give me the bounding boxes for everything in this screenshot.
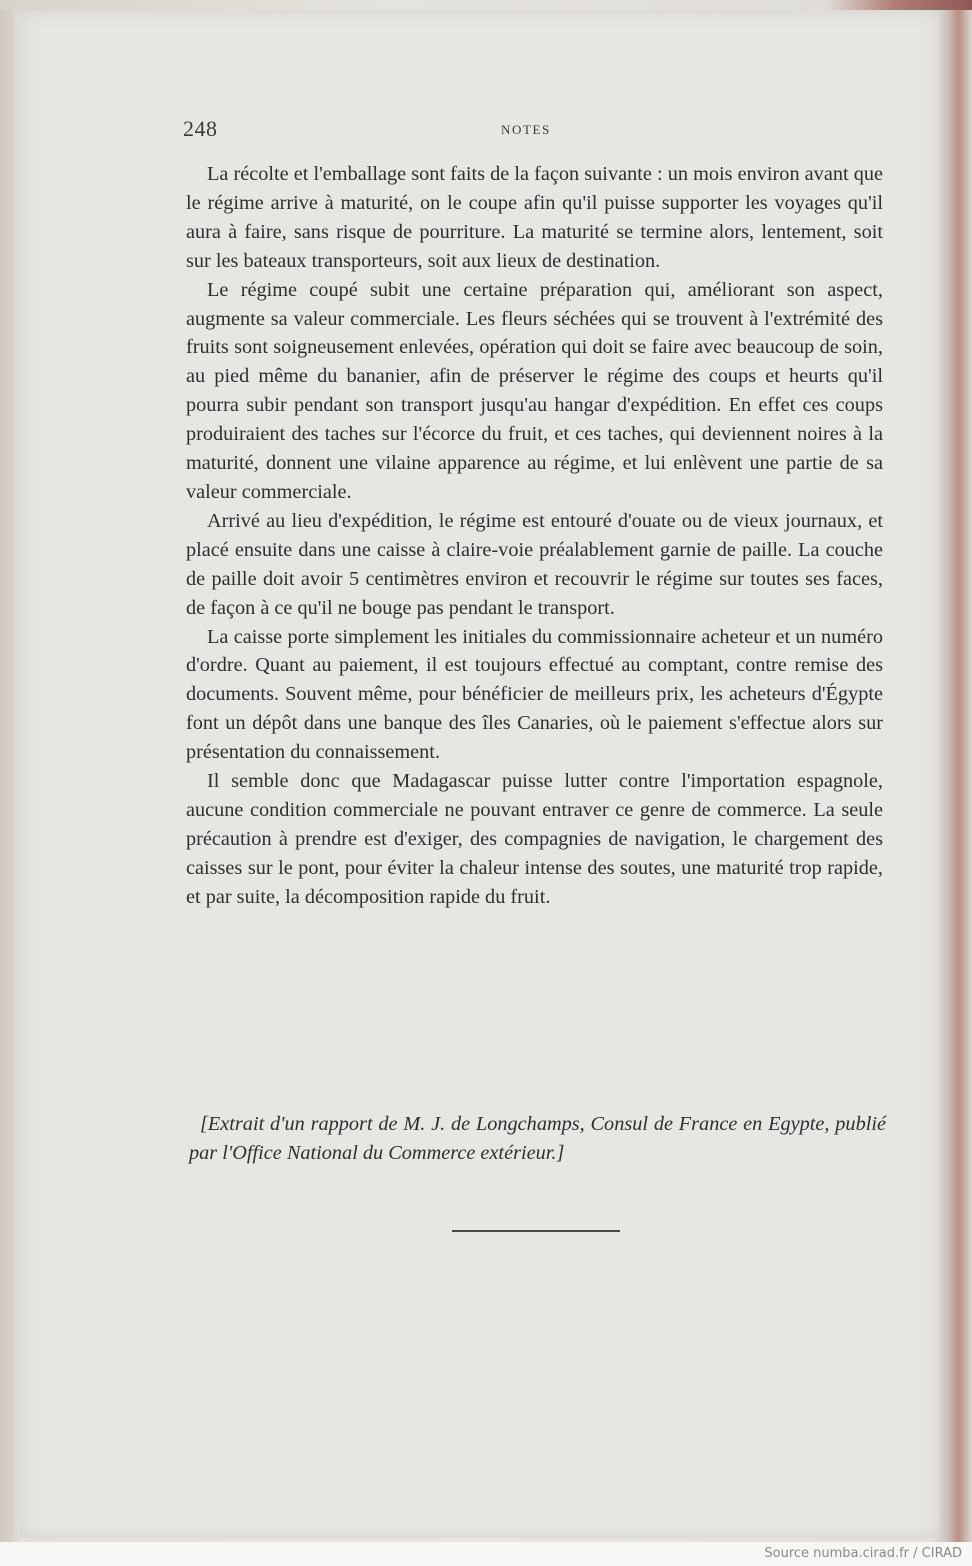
running-head: NOTES (501, 122, 551, 137)
paragraph-preparation: Le régime coupé subit une certaine préparation qui, améliorant son aspect, augmente sa valeur commerciale. Les fleurs séchées qui se trouvent à l'extrémité des fruits sont soigneusement enlevées, opération qui doit se faire avec beaucoup de soin, au pied même du bananier, afin de préserver le régime des coups et heurts qu'il pourra subir pendant son transport jusqu'au hangar d'expédition. En effet ces coups produiraient des taches sur l'écorce du fruit, et ces taches, qui deviennent noires à la maturité, donnent une vilaine apparence au régime, et lui enlèvent une partie de sa valeur commerciale. (186, 278, 883, 503)
source-credit: Source numba.cirad.fr / CIRAD (764, 1546, 962, 1561)
paragraph-harvest: La récolte et l'emballage sont faits de la façon suivante : un mois environ avant que le régime arrive à maturité, on le coupe afin qu'il puisse supporter les voyages qu'il aura à faire, sans risque de pourriture. La maturité se termine alors, lentement, soit sur les bateaux transporteurs, soit aux lieux de destination. (186, 163, 883, 272)
page-header (183, 116, 887, 146)
paragraph-conclusion: Il semble donc que Madagascar puisse lutter contre l'importation espagnole, aucune condition commerciale ne pouvant entraver ce genre de commerce. La seule précaution à prendre est d'exiger, des compagnies de navigation, le chargement des caisses sur le pont, pour éviter la chaleur intense des soutes, une maturité trop rapide, et par suite, la décomposition rapide du fruit. (186, 770, 883, 908)
paragraph-packing: Arrivé au lieu d'expédition, le régime est entouré d'ouate ou de vieux journaux, et placé ensuite dans une caisse à claire-voie préalablement garnie de paille. La couche de paille doit avoir 5 centimètres environ et recouvrir le régime sur toutes ses faces, de façon à ce qu'il ne bouge pas pendant le transport. (186, 509, 883, 619)
citation: [Extrait d'un rapport de M. J. de Longchamps, Consul de France en Egypte, publié par l'Office National du Commerce extérieur.] (189, 1113, 886, 1164)
page-number: 248 (183, 116, 218, 141)
paragraph-payment: La caisse porte simplement les initiales du commissionnaire acheteur et un numéro d'ordre. Quant au paiement, il est toujours effectué au comptant, contre remise des documents. Souvent même, pour bénéficier de meilleurs prix, les acheteurs d'Égypte font un dépôt dans une banque des îles Canaries, où le paiement s'effectue alors sur présentation du connaissement. (186, 625, 883, 764)
book-edge-top (0, 0, 972, 10)
body-text (186, 160, 883, 912)
end-rule (452, 1230, 620, 1232)
